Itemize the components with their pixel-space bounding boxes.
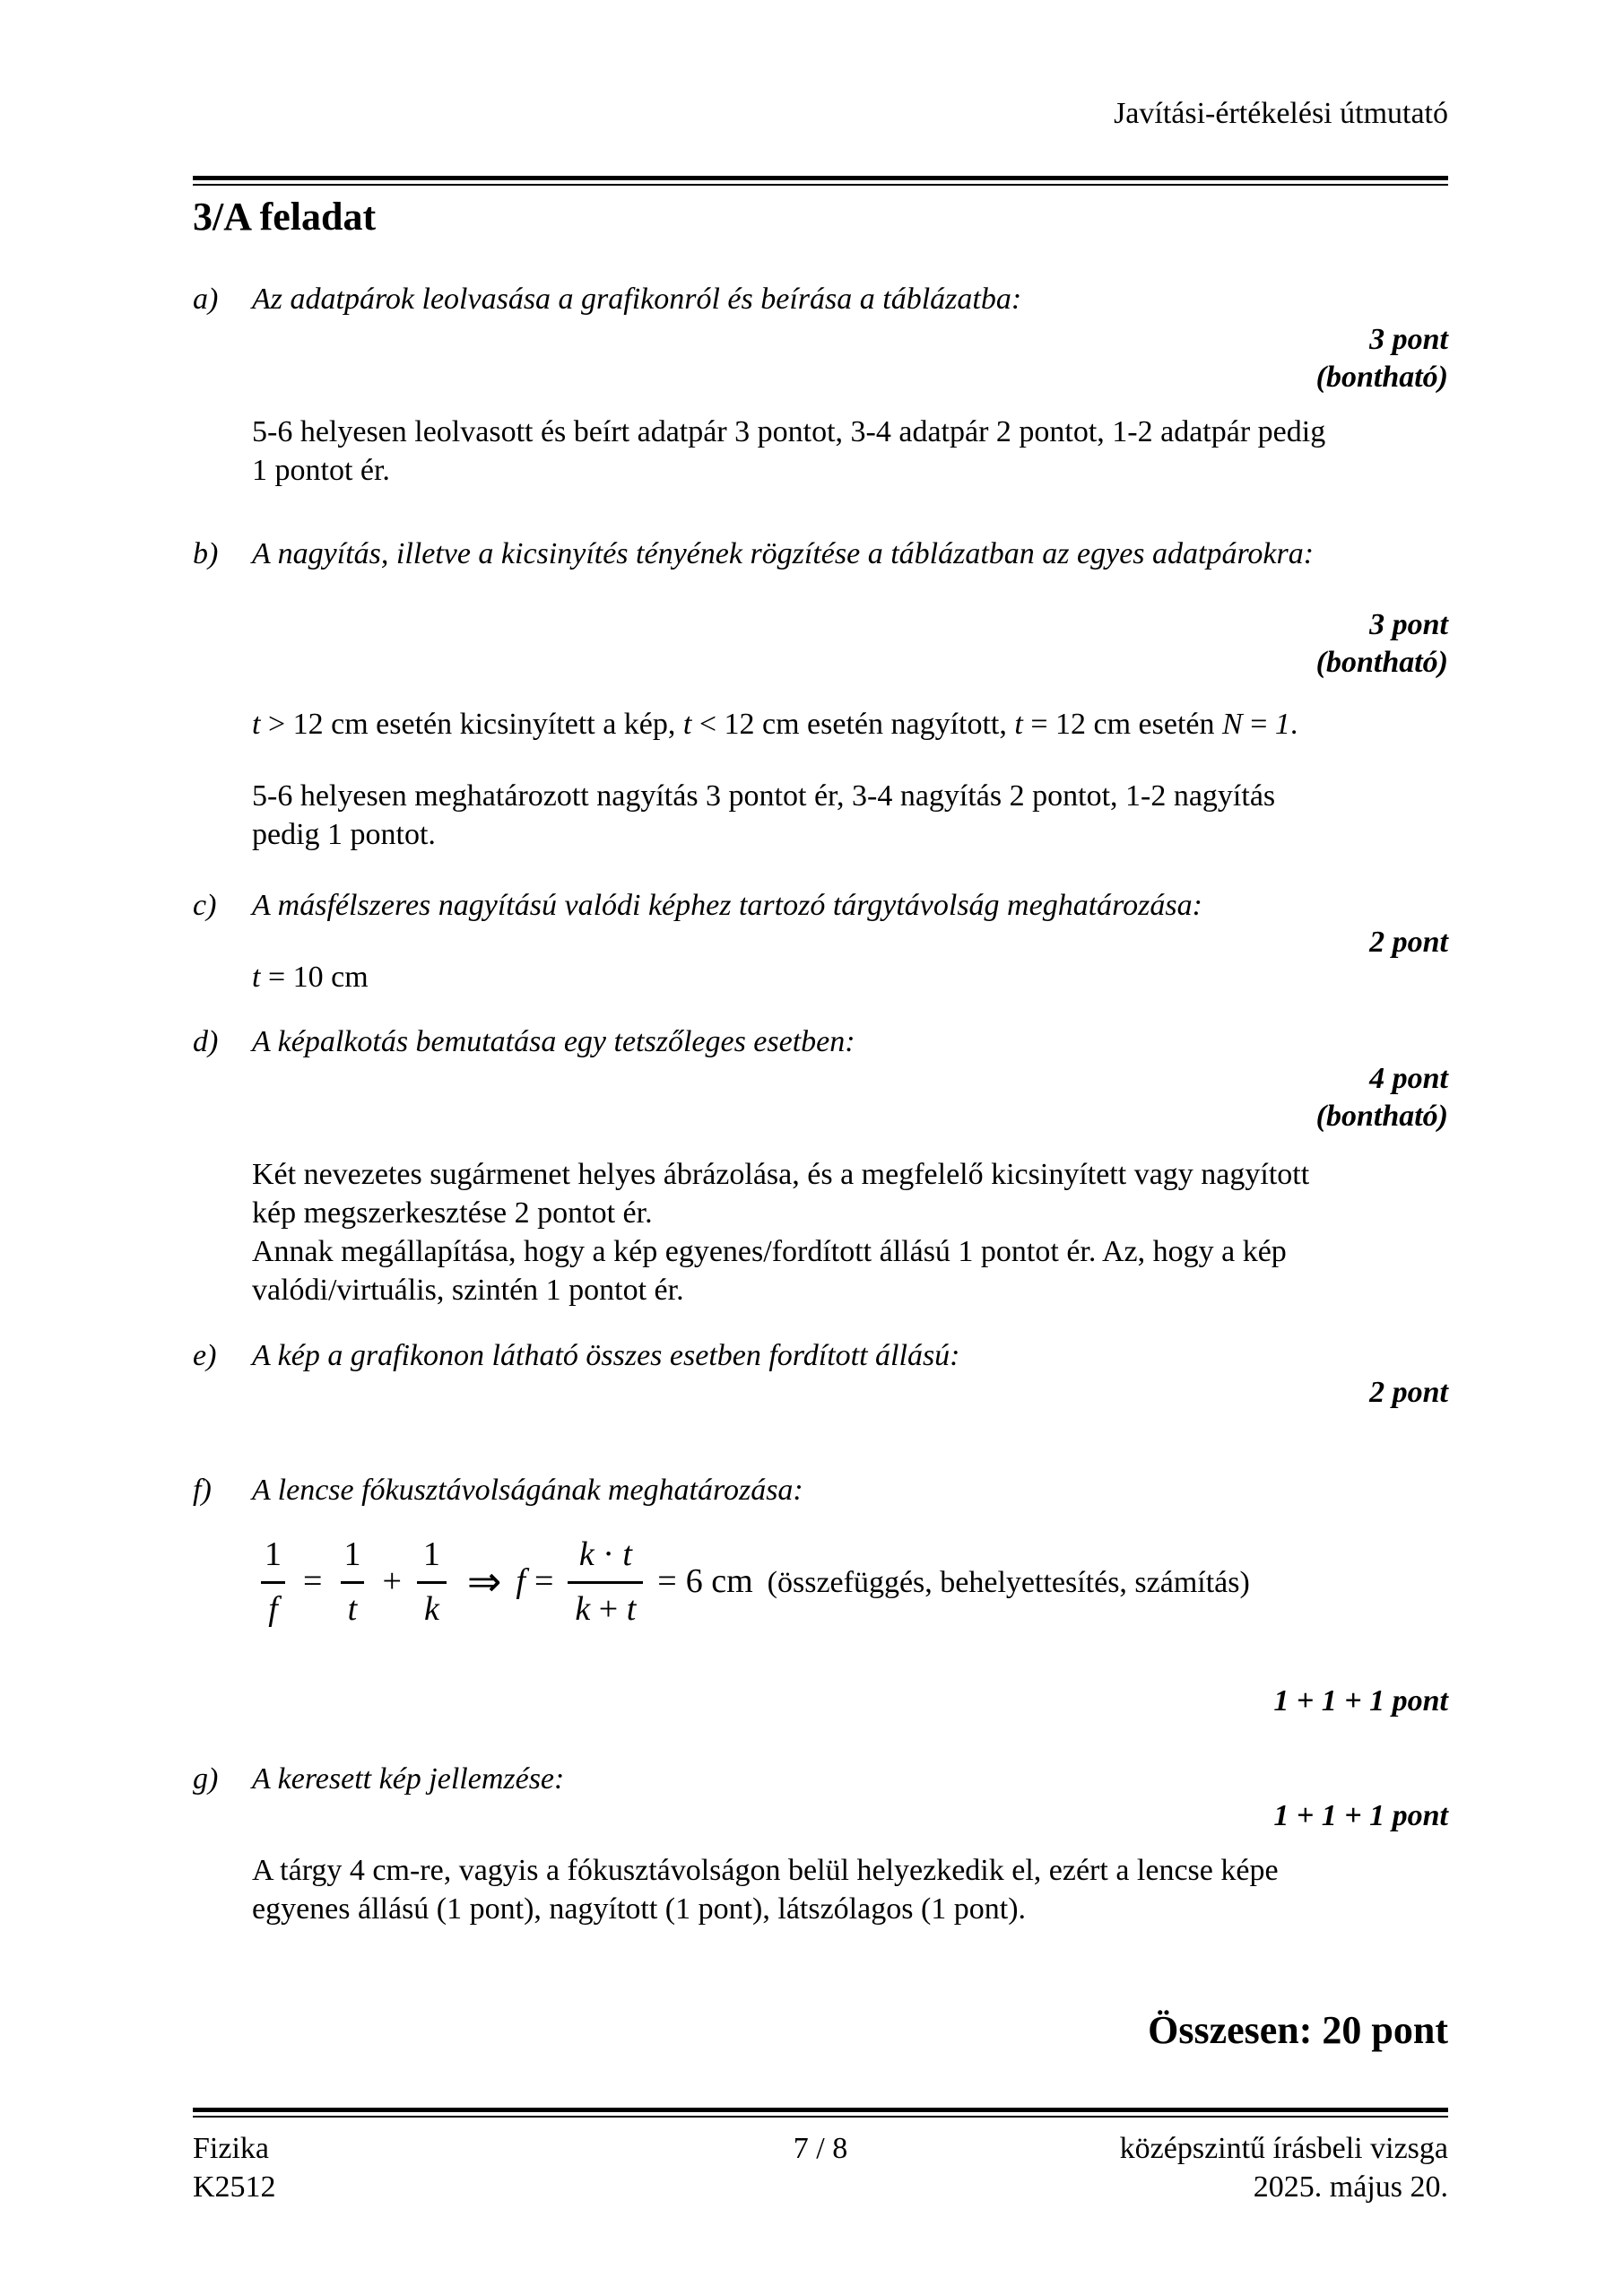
- points-value: 1 + 1 + 1 pont: [1273, 1684, 1448, 1718]
- denominator: k + t: [568, 1581, 643, 1630]
- equals-sign: =: [303, 1562, 323, 1601]
- fraction-kt-over-k-plus-t: [568, 1535, 643, 1629]
- footer-date: 2025. május 20.: [1253, 2170, 1448, 2204]
- footer-right: [1120, 2129, 1448, 2206]
- points-value: 1 + 1 + 1 pont: [1273, 1799, 1448, 1832]
- footer-exam-type: középszintű írásbeli vizsga: [1119, 2132, 1448, 2165]
- plus-sign: +: [382, 1562, 402, 1601]
- points-value: 4 pont: [1369, 1062, 1448, 1095]
- body-line: egyenes állású (1 pont), nagyított (1 pont), látszólagos (1 pont).: [252, 1892, 1027, 1926]
- lens-equation: [252, 1535, 1488, 1629]
- equals-sign: =: [657, 1562, 677, 1601]
- footer-code: K2512: [193, 2170, 276, 2204]
- item-b-body: [252, 777, 1488, 854]
- item-e-points: [1369, 1374, 1448, 1412]
- item-g-body: [252, 1851, 1488, 1928]
- item-d-prompt: [193, 1022, 1448, 1062]
- item-e-label: e): [193, 1339, 217, 1372]
- body-line: 1 pontot ér.: [252, 454, 390, 487]
- numerator: 1: [343, 1535, 361, 1573]
- item-g-points: [1273, 1797, 1448, 1835]
- item-b-prompt: [193, 535, 1448, 574]
- item-b-label: b): [193, 537, 219, 570]
- item-d-points: [1316, 1060, 1448, 1135]
- item-a-prompt: [193, 280, 1448, 319]
- body-line: A tárgy 4 cm-re, vagyis a fókusztávolságon belül helyezkedik el, ezért a lencse képe: [252, 1854, 1279, 1887]
- item-e-prompt-text: A kép a grafikonon látható összes esetben fordított állású:: [252, 1339, 960, 1372]
- focal-length-variable: f: [516, 1562, 525, 1601]
- implies-arrow: ⇒: [466, 1558, 502, 1605]
- numerator: k · t: [578, 1535, 632, 1573]
- item-a-points: [1316, 321, 1448, 396]
- item-c-prompt-text: A másfélszeres nagyítású valódi képhez tartozó tárgytávolság meghatározása:: [252, 889, 1202, 922]
- item-f-prompt: [193, 1471, 1448, 1510]
- points-value: 3 pont: [1369, 608, 1448, 641]
- denominator: f: [261, 1581, 285, 1630]
- body-line: kép megszerkesztése 2 pontot ér.: [252, 1196, 653, 1230]
- page-title: 3/A feladat: [193, 195, 377, 239]
- equals-sign: =: [534, 1562, 554, 1601]
- item-b-points: [1316, 606, 1448, 682]
- points-splittable: (bontható): [1315, 1100, 1448, 1133]
- item-d-body: [252, 1155, 1488, 1309]
- denominator: k: [417, 1581, 447, 1630]
- bottom-divider: [193, 2108, 1448, 2118]
- body-line: 5-6 helyesen leolvasott és beírt adatpár 3 pontot, 3-4 adatpár 2 pontot, 1-2 adatpár pedig: [252, 415, 1326, 448]
- item-a-prompt-text: Az adatpárok leolvasása a grafikonról és beírása a táblázatba:: [252, 283, 1022, 316]
- body-line: t > 12 cm esetén kicsinyített a kép, t < 12 cm esetén nagyított, t = 12 cm esetén N = 1.: [252, 708, 1298, 741]
- body-line: pedig 1 pontot.: [252, 818, 436, 851]
- item-b-intro: [252, 705, 1488, 744]
- item-a-label: a): [193, 283, 219, 316]
- item-g-prompt: [193, 1760, 1448, 1799]
- numerator: 1: [265, 1535, 282, 1573]
- body-line: Két nevezetes sugármenet helyes ábrázolása, és a megfelelő kicsinyített vagy nagyított: [252, 1158, 1310, 1191]
- body-line: valódi/virtuális, szintén 1 pontot ér.: [252, 1274, 684, 1307]
- body-line: t = 10 cm: [252, 961, 369, 994]
- header-note: Javítási-értékelési útmutató: [1114, 97, 1448, 130]
- numerator: 1: [422, 1535, 440, 1573]
- item-e-prompt: [193, 1336, 1448, 1376]
- item-c-prompt: [193, 886, 1448, 926]
- fraction-1-over-k: [416, 1535, 447, 1629]
- item-d-label: d): [193, 1025, 219, 1058]
- body-line: Annak megállapítása, hogy a kép egyenes/fordított állású 1 pontot ér. Az, hogy a kép: [252, 1235, 1287, 1268]
- body-line: 5-6 helyesen meghatározott nagyítás 3 pontot ér, 3-4 nagyítás 2 pontot, 1-2 nagyítás: [252, 779, 1276, 813]
- footer-subject: Fizika: [193, 2132, 269, 2165]
- item-a-body: [252, 413, 1488, 490]
- item-c-points: [1369, 924, 1448, 961]
- item-f-points: [1273, 1683, 1448, 1720]
- item-c-result: [252, 958, 1488, 996]
- item-c-label: c): [193, 889, 217, 922]
- top-divider: [193, 176, 1448, 186]
- fraction-1-over-f: [257, 1535, 289, 1629]
- item-f-label: f): [193, 1474, 212, 1507]
- points-splittable: (bontható): [1315, 646, 1448, 679]
- item-g-prompt-text: A keresett kép jellemzése:: [252, 1762, 565, 1796]
- formula-result: 6 cm: [685, 1562, 753, 1601]
- item-b-prompt-text: A nagyítás, illetve a kicsinyítés tényének rögzítése a táblázatban az egyes adatpárokra:: [252, 537, 1315, 570]
- item-g-label: g): [193, 1762, 219, 1796]
- total-points: Összesen: 20 pont: [1148, 2008, 1448, 2052]
- item-f-prompt-text: A lencse fókusztávolságának meghatározása:: [252, 1474, 803, 1507]
- formula-note: (összefüggés, behelyettesítés, számítás): [767, 1565, 1250, 1599]
- points-value: 2 pont: [1369, 926, 1448, 959]
- points-value: 3 pont: [1369, 323, 1448, 356]
- item-d-prompt-text: A képalkotás bemutatása egy tetszőleges esetben:: [252, 1025, 855, 1058]
- points-value: 2 pont: [1369, 1376, 1448, 1409]
- footer-page-indicator: 7 / 8: [793, 2132, 848, 2165]
- fraction-1-over-t: [336, 1535, 368, 1629]
- denominator: t: [341, 1581, 365, 1630]
- points-splittable: (bontható): [1315, 361, 1448, 394]
